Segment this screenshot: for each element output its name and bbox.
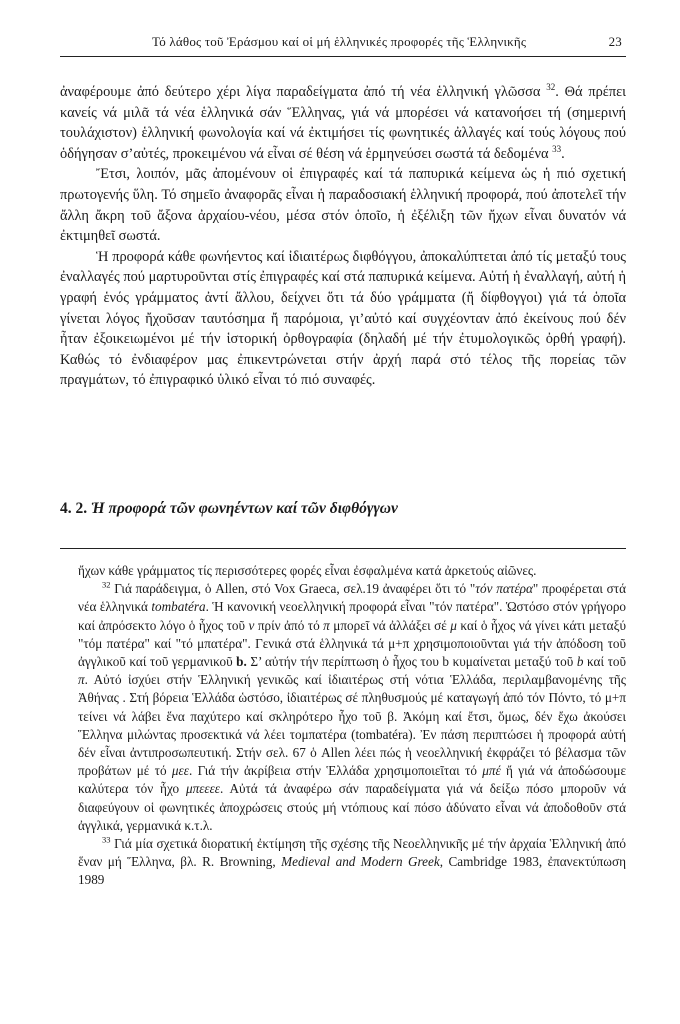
body-text (60, 82, 626, 391)
paragraph-1-text-a: ἀναφέρουμε ἀπό δεύτερο χέρι λίγα παραδείγματα ἀπό τή νέα ἑλληνική γλῶσσα (60, 84, 547, 100)
fn32-text: ἤ γιά νά ἀποδώσουμε καλύτερα τόν ἦχο (78, 763, 626, 797)
fn32-text: . Αὐτό ἰσχύει στήν Ἑλληνική γενικῶς καί ἰδιαιτέρως στή νότια Ἑλλάδα, περιλαμβανομένης τῆς Ἀθήνας . Στή βόρεια Ἑλλάδα ὡστόσο, ἰδιαιτέρως σέ πληθυσμούς μέ καταγωγή ἀπό τόν Πόντο, τό μ+π τείνει νά λάβει ἕνα παχύτερο καί σκληρότερο ἦχο τοῦ β. Ἀκόμη καί ἔτσι, ὅμως, δέν ἔχω ἀκούσει Ἕλληνα μιλώντας προσεκτικά νά λέει τομπατέρα (tombatéra). Ἐν πάση περιπτώσει ἡ προφορά αὐτή δέν εἶναι ἀντιπροσωπευτική. Στήν σελ. 67 ὁ Allen λέει πώς ἡ νεοελληνική ἐκφράζει τό βέλασμα τῶν προβάτων μέ τό (78, 672, 626, 779)
fn33-italic: Medieval and Modern Greek (281, 854, 440, 870)
fn32-bold: b. (236, 654, 247, 670)
fn32-italic: μ (450, 617, 457, 633)
fn32-italic: tombatéra (151, 599, 206, 615)
paragraph-2: Ἔτσι, λοιπόν, μᾶς ἀπομένουν οἱ ἐπιγραφές καί τά παπυρικά κείμενα ὡς ἡ πιό σχετική πρωτογενής ὕλη. Τό σημεῖο ἀναφορᾶς εἶναι ἡ παραδοσιακή ἑλληνική προφορά, πού ἀποτελεῖ τήν ἄλλη ἄκρη τοῦ ἄξονα ἀρχαίου-νέου, μέσα στόν ὁποῖο, ἡ ἐξέλιξη τῶν ἤχων εἶναι δυνατόν νά ἐκτιμηθεῖ σωστά. (60, 166, 626, 245)
fn32-text: καί ὁ ἦχος νά γίνει κάτι μεταξύ "τόμ πατέρα" καί "τό μπατέρα". Γενικά στά ἑλληνικά τά μ+π χρησιμοποιοῦνται γιά τήν ἀπόδοση τοῦ ἀγγλικοῦ καί τοῦ γερμανικοῦ (78, 617, 626, 670)
fn32-text: πρίν ἀπό τό (254, 617, 324, 633)
fn32-text: μπορεῖ νά ἀλλάξει σέ (329, 617, 451, 633)
section-number: 4. 2. (60, 500, 88, 517)
fn32-italic: μπέ (482, 763, 501, 779)
footnote-rule (60, 548, 626, 549)
footnote-number-32: 32 (102, 579, 111, 590)
fn32-italic: b (576, 654, 584, 670)
footnotes (78, 562, 626, 890)
fn32-italic: μπεεεε (185, 781, 220, 797)
fn32-text: " προφέρεται στά νέα ἑλληνικά (78, 581, 626, 615)
footnote-33 (78, 835, 626, 890)
footnote-continuation: ἤχων κάθε γράμματος τίς περισσότερες φορές εἶναι ἐσφαλμένα κατά ἀρκετούς αἰῶνες. (78, 563, 537, 578)
fn32-text: Γιά παράδειγμα, ὁ Allen, στό Vox Graeca, σελ.19 ἀναφέρει ὅτι τό " (110, 581, 476, 597)
fn33-text: Γιά μία σχετικά διορατική ἐκτίμηση τῆς σχέσης τῆς Νεοελληνικῆς μέ τήν ἀρχαία Ἑλληνική ἀπό ἕναν μή Ἕλληνα, βλ. R. Browning, (78, 836, 626, 870)
fn32-italic: π (78, 672, 85, 688)
fn32-text: . Αὐτά τά ἀναφέρω σάν παραδείγματα γιά νά δείξω πόσο μποροῦν νά διαφεύγουν οἱ φωνητικές ἀποχρώσεις στούς μή ντόπιους καί πόσο ἀδύνατο εἶναι νά ἀποδοθοῦν στά ἀγγλικά, γερμανικά κ.τ.λ. (78, 781, 626, 833)
header-rule (60, 56, 626, 57)
fn33-text: , Cambridge 1983, ἐπανεκτύπωση 1989 (78, 854, 626, 888)
section-title: Ἡ προφορά τῶν φωνηέντων καί τῶν διφθόγγων (91, 500, 398, 517)
footnote-ref-32: 32 (546, 82, 556, 93)
fn32-italic: τόν πατέρα (475, 581, 533, 597)
running-title: Τό λάθος τοῦ Ἐράσμου καί οἱ μή ἑλληνικές προφορές τῆς Ἑλληνικῆς (152, 34, 527, 49)
paragraph-3: Ἡ προφορά κάθε φωνήεντος καί ἰδιαιτέρως διφθόγγου, ἀποκαλύπτεται ἀπό τίς μεταξύ τους ἐναλλαγές πού μαρτυροῦνται στίς ἐπιγραφές καί στά παπυρικά κείμενα. Αὐτή ἡ ἐναλλαγή, αὐτή ἡ γραφή ἑνός γράμματος ἀντί ἄλλου, δείχνει ὅτι τά δύο γράμματα (ἤ δίφθογγοι) γιά τά ὁποῖα γίνεται λόγος ἤχοῦσαν ταυτόσημα ἤ παρόμοια, γι’αὐτό καί συγχέονταν ἀπό ἐκείνους πού δέν ἦταν ἐξοικειωμένοι μέ τήν ἱστορική ὀρθογραφία (δηλαδή μέ τήν ἐτυμολογικῶς ὀρθή γραφή). Καθώς τό ἐνδιαφέρον μας ἐπικεντρώνεται στήν ἀρχή παρά στό τέλος τῆς πορείας τῶν πραγμάτων, τό ἐπιγραφικό ὑλικό εἶναι τό πιό συναφές. (60, 248, 626, 389)
paragraph-1-text-c: . (561, 145, 565, 162)
fn32-italic: μεε (171, 763, 189, 779)
fn32-text: . Ἡ κανονική νεοελληνική προφορά εἶναι "τόν πατέρα". Ὡστόσο στόν γρήγορο καί ἀπρόσεκτο λόγο ὁ ἦχος τοῦ (78, 599, 626, 633)
footnote-number-33: 33 (102, 834, 111, 845)
footnote-32 (78, 580, 626, 835)
fn32-text: καί τοῦ (583, 654, 626, 670)
section-heading (60, 500, 626, 518)
fn32-text: Σ’ αὐτήν τήν περίπτωση ὁ ἦχος του b κυμαίνεται μεταξύ τοῦ (246, 654, 577, 670)
fn32-text: . Γιά τήν ἀκρίβεια στήν Ἑλλάδα χρησιμοποιεῖται τό (188, 763, 483, 779)
fn32-italic: ν (248, 617, 255, 633)
paragraph-1-text-b: . Θά πρέπει κανείς νά μιλᾶ τά νέα ἑλληνικά σάν Ἕλληνας, γιά νά μπορέσει νά κατανοήσει τή (σημερινή τουλάχιστον) ἑλληνική φωνολογία καί νά ἐκτιμήσει τίς φωνητικές ἀλλαγές καί τούς λόγους πού ὁδήγησαν σ’αὐτές, προκειμένου νά εἶναι σέ θέση νά ἑρμηνεύσει σωστά τά δεδομένα (60, 84, 626, 162)
footnote-ref-33: 33 (552, 143, 562, 154)
fn32-italic: π (323, 617, 330, 633)
page-number: 23 (608, 34, 622, 49)
paragraph-1 (60, 82, 626, 164)
